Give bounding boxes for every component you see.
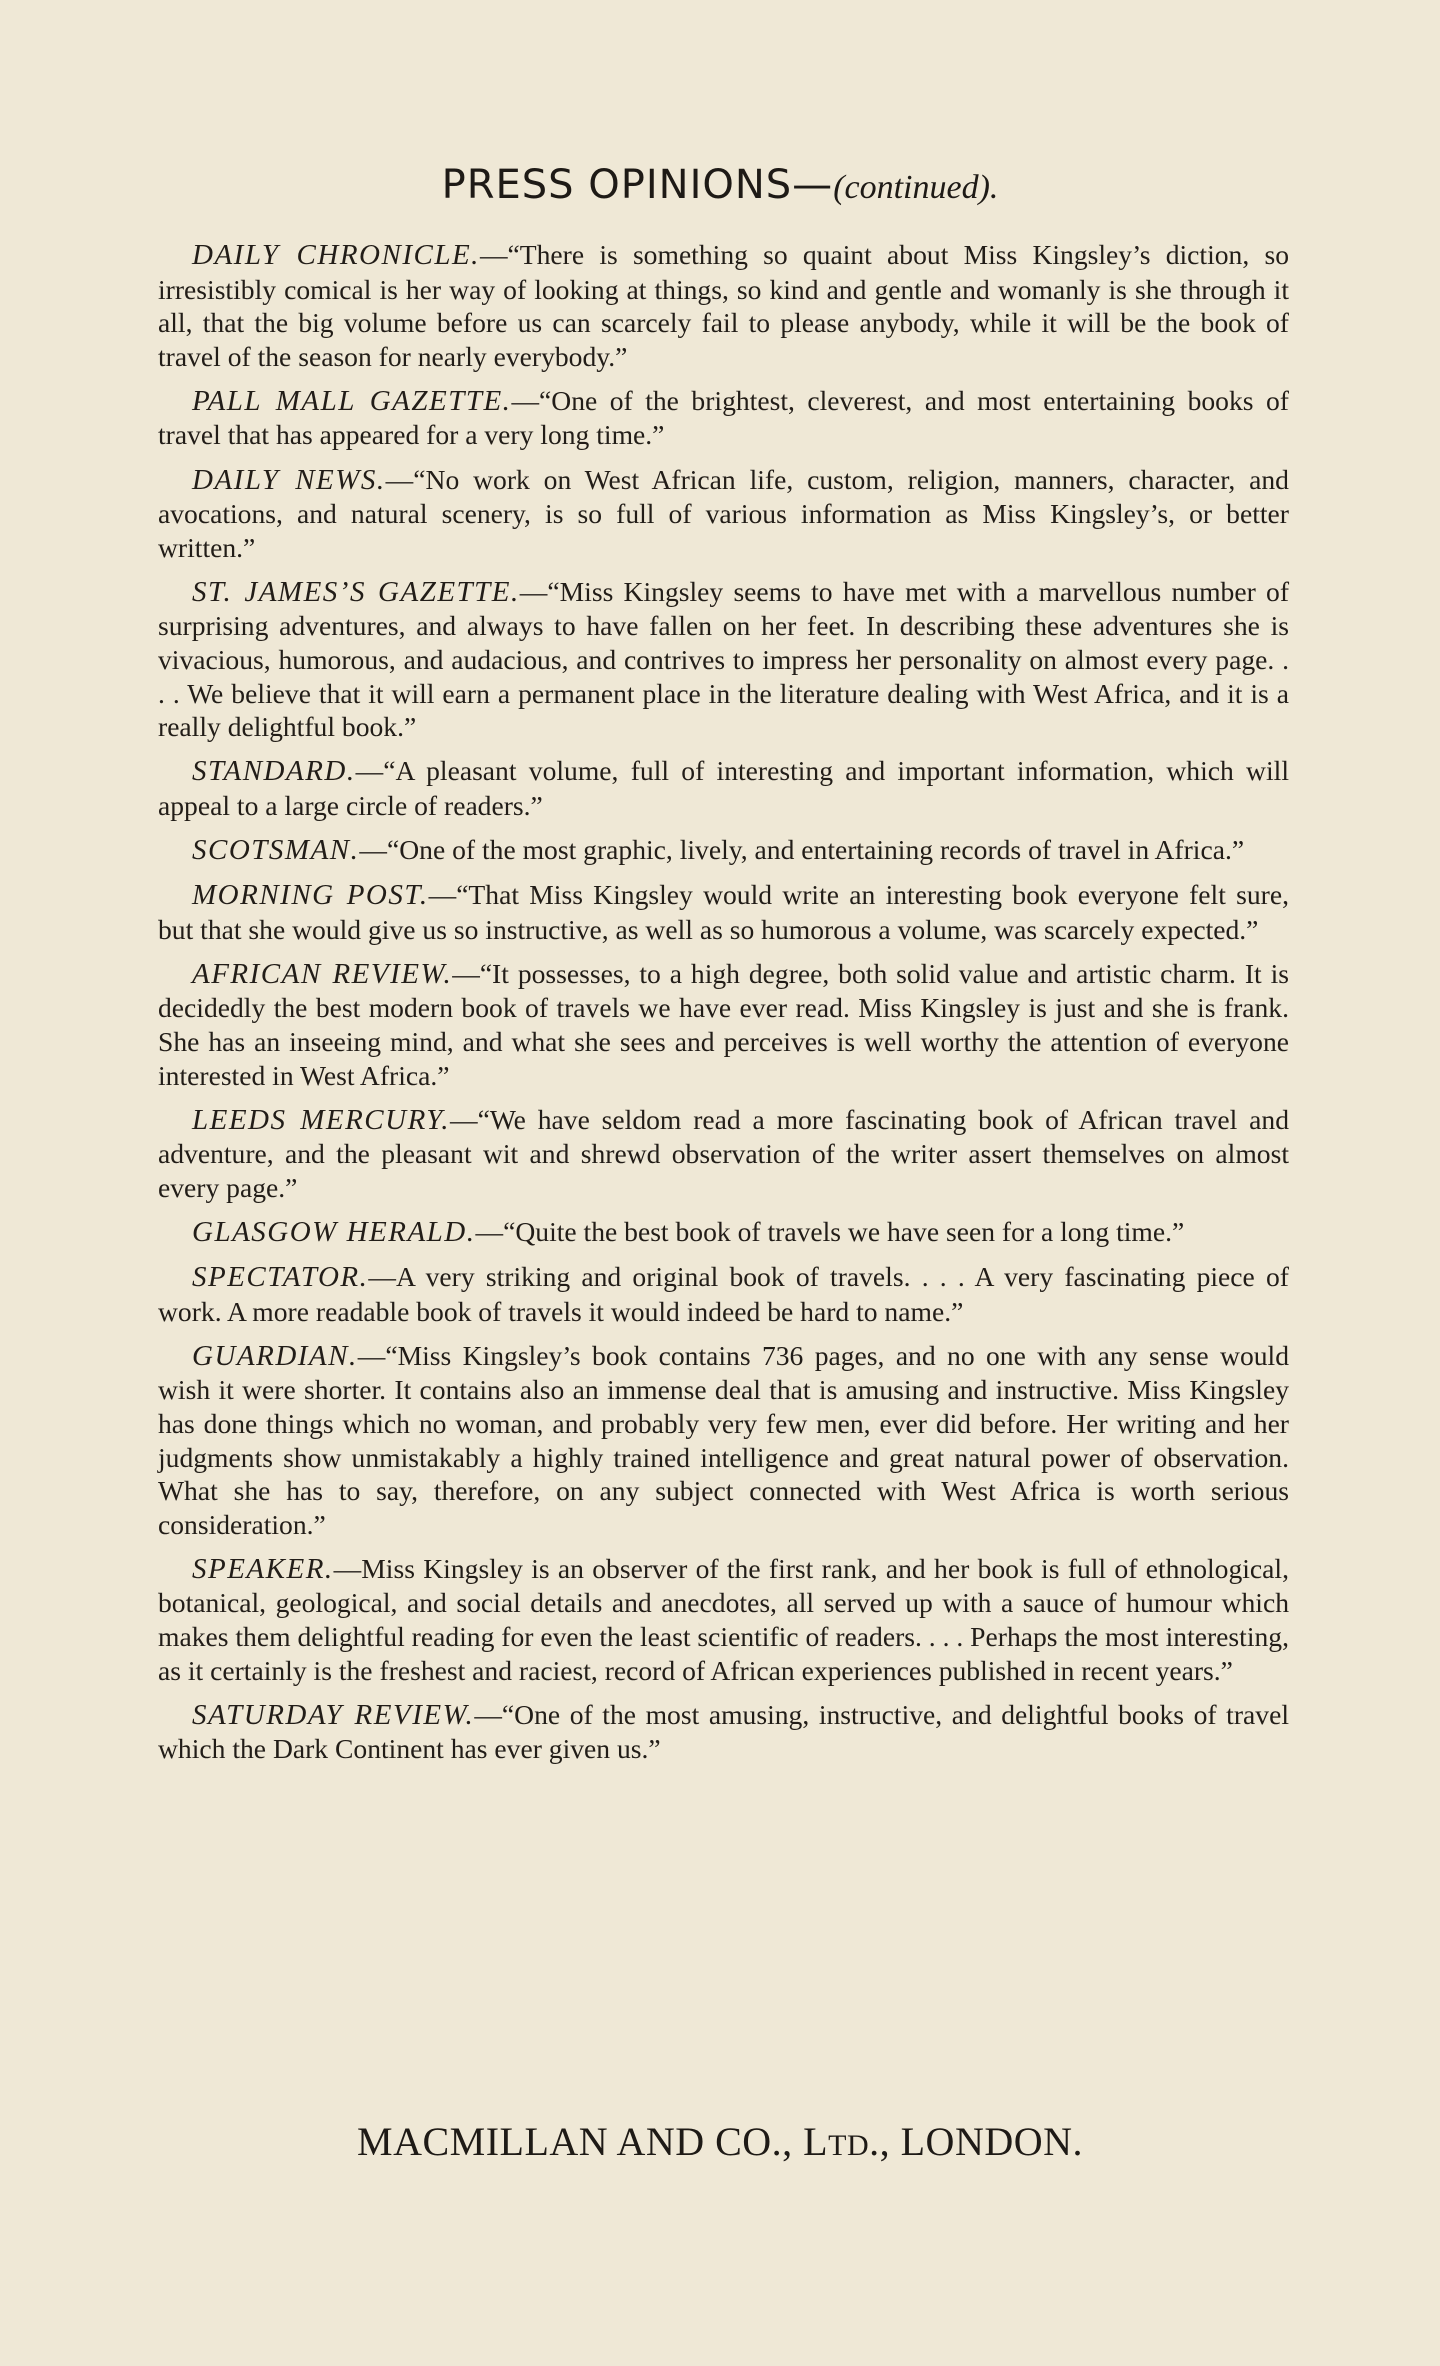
opinion-source: AFRICAN REVIEW. [192, 957, 453, 990]
opinion-dash: — [475, 1215, 504, 1247]
opinion-entry [158, 878, 1289, 946]
opinion-source: DAILY NEWS. [192, 463, 386, 496]
opinion-entry [158, 957, 1289, 1092]
opinion-entry [158, 575, 1289, 744]
heading-main: PRESS OPINIONS— [441, 162, 834, 208]
opinion-entry [158, 1339, 1289, 1542]
opinion-dash: — [385, 463, 414, 495]
opinion-entry [158, 1260, 1289, 1328]
opinion-text: “It possesses, to a high degree, both solid value and artistic charm. It is decidedly the best modern book of travels we have ever read. Miss Kingsley is just and she is frank. She has an inseeing mind, and what she sees and perceives is well worthy the attention of everyone interested in West Africa.” [158, 957, 1289, 1091]
opinion-source: DAILY CHRONICLE. [192, 239, 480, 271]
opinion-text: A very striking and original book of travels. . . . A very fascinating piece of work. A more readable book of travels it would indeed be hard to name.” [158, 1261, 1289, 1327]
opinion-entry [158, 384, 1289, 452]
opinion-text: “Quite the best book of travels we have seen for a long time.” [503, 1215, 1185, 1247]
imprint-small-caps: TD [828, 2129, 870, 2162]
publisher-imprint [0, 2118, 1440, 2165]
opinion-source: SCOTSMAN. [192, 834, 360, 866]
opinion-source: MORNING POST. [192, 879, 429, 912]
opinion-text: “One of the most graphic, lively, and entertaining records of travel in Africa.” [386, 834, 1245, 865]
opinion-entry [158, 238, 1289, 373]
opinion-text: “One of the brightest, cleverest, and most entertaining books of travel that has appeared for a very long time.” [158, 384, 1289, 451]
opinion-source: SPEAKER. [192, 1552, 334, 1585]
opinion-text: Miss Kingsley is an observer of the first rank, and her book is full of ethnological, botanical, geological, and social details and anecdotes, all served up with a sauce of humour which makes them delightful reading for even the least scientific of readers. . . . Perhaps the most interesting, as it certainly is the freshest and raciest, record of African experiences published in recent years.” [158, 1552, 1289, 1686]
opinion-text: “Miss Kingsley’s book contains 736 pages, and no one with any sense would wish it were shorter. It contains also an immense deal that is amusing and instructive. Miss Kingsley has done things which no woman, and probably very few men, ever did before. Her writing and her judgments show unmistakably a highly trained intelligence and great natural power of observation. What she has to say, therefore, on any subject connected with West Africa is worth serious consideration.” [158, 1339, 1289, 1540]
opinion-text: “We have seldom read a more fascinating book of African travel and adventure, and the pleasant wit and shrewd observation of the writer assert themselves on almost every page.” [158, 1103, 1290, 1203]
opinion-source: STANDARD. [192, 755, 356, 788]
opinion-dash: — [474, 1698, 502, 1730]
opinion-dash: — [452, 957, 480, 989]
opinion-source: ST. JAMES’S GAZETTE. [192, 575, 520, 608]
heading-continued: (continued). [833, 169, 999, 206]
opinion-text: “No work on West African life, custom, religion, manners, character, and avocations, and natural scenery, is so full of various information as Miss Kingsley’s, or better written.” [158, 463, 1289, 563]
opinion-entry [158, 1698, 1289, 1766]
opinion-dash: — [479, 239, 508, 270]
opinion-dash: — [449, 1103, 478, 1135]
imprint-part-3: ., LONDON. [869, 2119, 1083, 2164]
press-opinions-list [158, 238, 1289, 1776]
opinion-dash: — [359, 834, 387, 865]
opinion-text: “Miss Kingsley seems to have met with a marvellous number of surprising adventures, and always to have fallen on her feet. In describing these adventures she is vivacious, humorous, and audacious, and contrives to impress her personality on almost every page. . . . We believe that it will earn a permanent place in the literature dealing with West Africa, and it is a really delightful book.” [158, 575, 1290, 743]
opinion-source: GUARDIAN. [192, 1339, 358, 1372]
opinion-dash: — [355, 755, 384, 787]
opinion-entry [158, 1215, 1289, 1250]
opinion-entry [158, 754, 1289, 822]
opinion-dash: — [511, 384, 540, 416]
opinion-source: SATURDAY REVIEW. [192, 1698, 475, 1731]
opinion-source: LEEDS MERCURY. [192, 1103, 450, 1136]
opinion-entry [158, 1103, 1289, 1205]
opinion-dash: — [368, 1261, 396, 1293]
opinion-text: “One of the most amusing, instructive, and delightful books of travel which the Dark Continent has ever given us.” [158, 1698, 1289, 1765]
page-heading [0, 162, 1440, 208]
opinion-source: GLASGOW HERALD. [192, 1215, 476, 1248]
opinion-entry [158, 1552, 1289, 1687]
opinion-text: “A pleasant volume, full of interesting and important information, which will appeal to a large circle of readers.” [158, 755, 1289, 821]
opinion-dash: — [428, 879, 457, 911]
opinion-text: “That Miss Kingsley would write an interesting book everyone felt sure, but that she would give us so instructive, as well as so humorous a volume, was scarcely expected.” [158, 879, 1290, 945]
opinion-dash: — [357, 1339, 386, 1371]
opinion-source: PALL MALL GAZETTE. [192, 384, 512, 417]
imprint-part-1: MACMILLAN AND CO., L [357, 2119, 829, 2164]
opinion-source: SPECTATOR. [192, 1261, 369, 1294]
opinion-dash: — [333, 1552, 362, 1584]
opinion-dash: — [519, 575, 548, 607]
opinion-entry [158, 463, 1289, 565]
opinion-text: “There is something so quaint about Miss Kingsley’s diction, so irresistibly comical is her way of looking at things, so kind and gentle and womanly is she through it all, that the big volume before us can scarcely fail to please anybody, while it will be the book of travel of the season for nearly everybody.” [158, 239, 1289, 372]
opinion-entry [158, 833, 1289, 868]
